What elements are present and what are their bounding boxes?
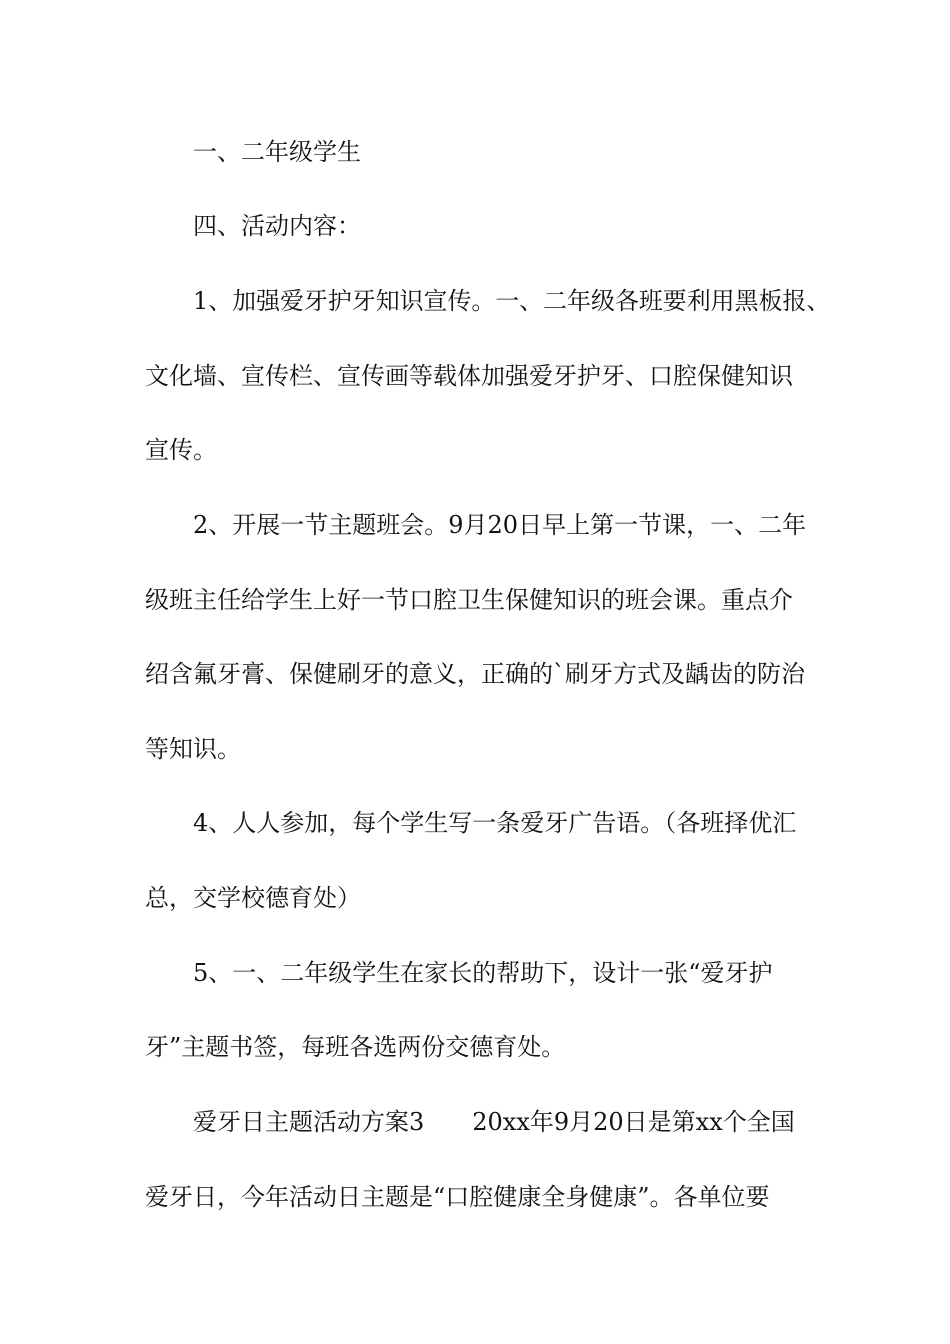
text-line-8: 绍含氟牙膏、保健刷牙的意义，正确的`刷牙方式及龋齿的防治 bbox=[145, 660, 805, 688]
text-line-11: 总，交学校德育处） bbox=[145, 884, 361, 912]
text-line-5: 宣传。 bbox=[145, 436, 217, 464]
text-line-2: 四、活动内容： bbox=[193, 212, 361, 240]
text-line-14: 爱牙日主题活动方案3 20xx年9月20日是第xx个全国 bbox=[193, 1108, 795, 1136]
text-line-15: 爱牙日，今年活动日主题是“口腔健康全身健康”。各单位要 bbox=[145, 1183, 770, 1211]
text-line-13: 牙”主题书签，每班各选两份交德育处。 bbox=[145, 1033, 566, 1061]
text-line-4: 文化墙、宣传栏、宣传画等载体加强爱牙护牙、口腔保健知识 bbox=[145, 362, 793, 390]
text-line-6: 2、开展一节主题班会。9月20日早上第一节课，一、二年 bbox=[193, 511, 807, 539]
text-line-9: 等知识。 bbox=[145, 735, 241, 763]
text-line-1: 一、二年级学生 bbox=[193, 138, 361, 166]
text-line-3: 1、加强爱牙护牙知识宣传。一、二年级各班要利用黑板报、 bbox=[193, 287, 831, 315]
text-line-12: 5、一、二年级学生在家长的帮助下，设计一张“爱牙护 bbox=[193, 959, 773, 987]
text-line-10: 4、人人参加，每个学生写一条爱牙广告语。（各班择优汇 bbox=[193, 809, 797, 837]
text-line-7: 级班主任给学生上好一节口腔卫生保健知识的班会课。重点介 bbox=[145, 586, 793, 614]
